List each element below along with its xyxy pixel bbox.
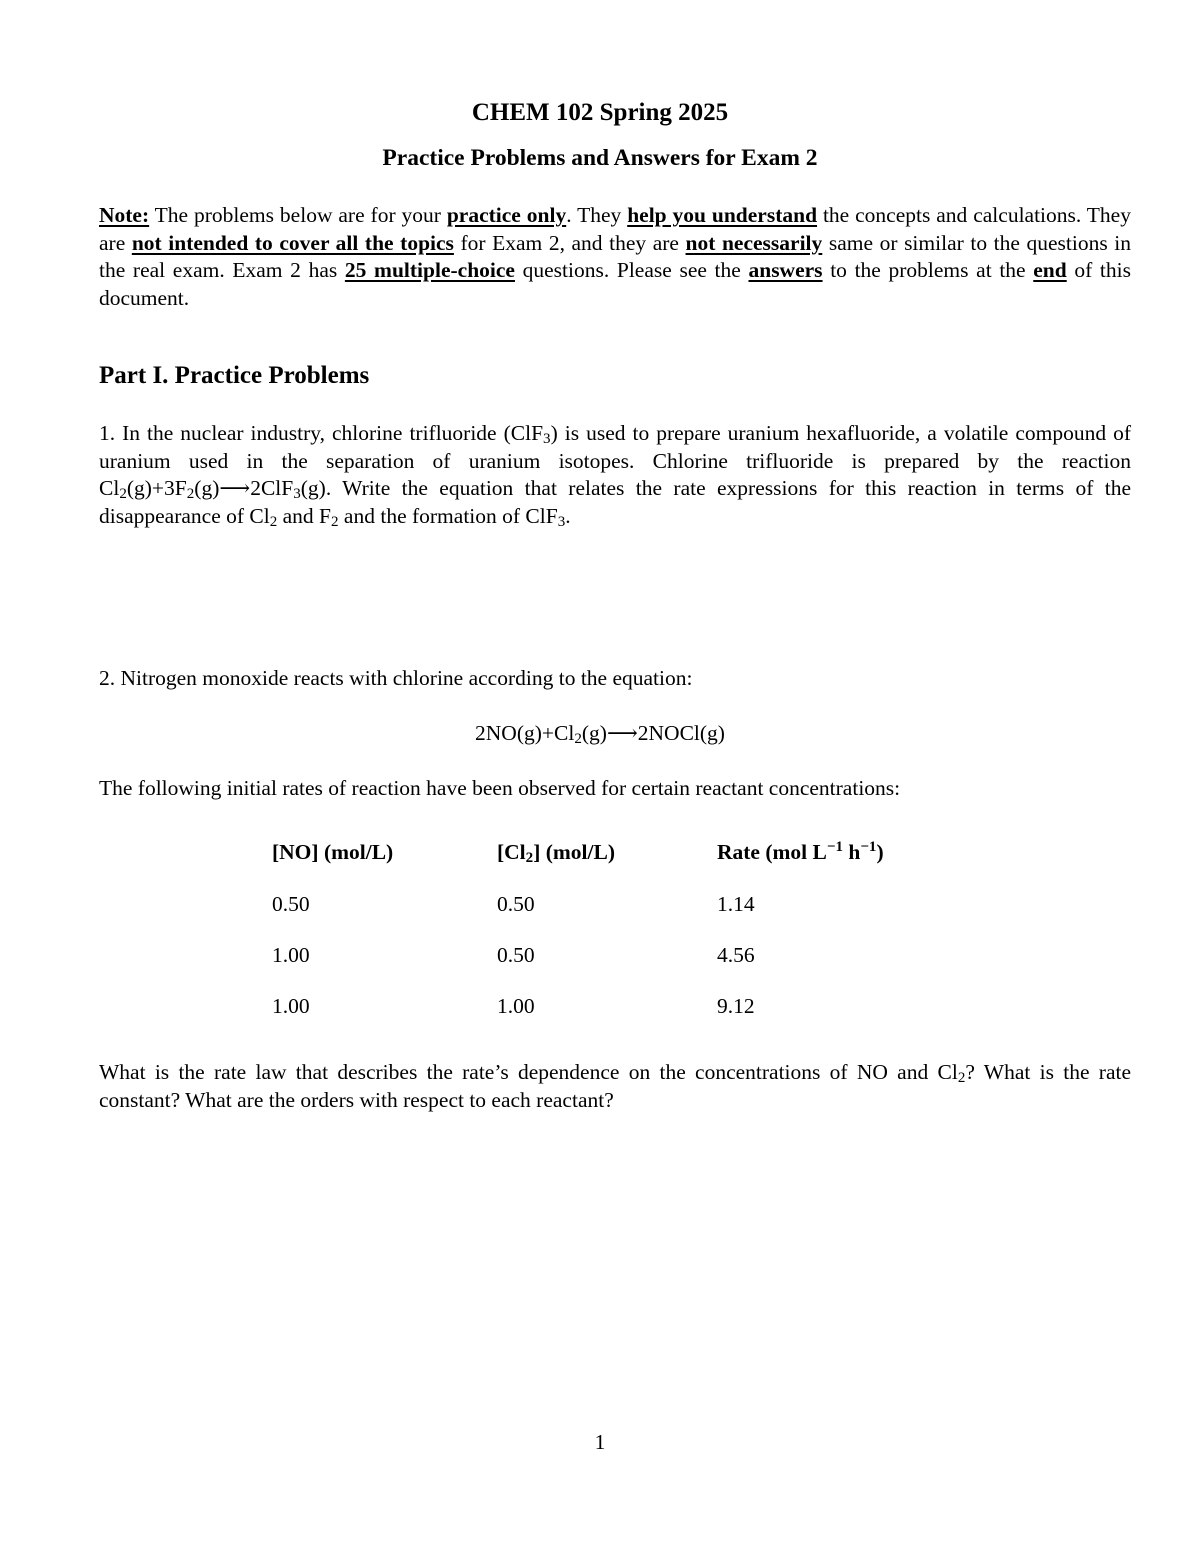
header-text: h xyxy=(842,840,861,864)
subscript: 2 xyxy=(186,486,195,502)
problem-text: ) is used to prepare uranium hexafluoride, a volatile compound of uranium used in the separation of uranium isotopes. Chlorine trifluoride is prepared by the reaction Cl xyxy=(99,421,1131,500)
reaction-equation xyxy=(0,721,1200,746)
note-emphasis: not necessarily xyxy=(685,230,823,255)
problem-text: (g). Write the equation that relates the rate expressions for this reaction in terms of the disappearance of Cl xyxy=(99,476,1131,528)
table-cell: 0.50 xyxy=(497,892,535,916)
page-number: 1 xyxy=(594,1430,606,1454)
subscript: 2 xyxy=(957,1070,966,1086)
subscript: 2 xyxy=(574,731,582,747)
superscript: −1 xyxy=(826,839,843,855)
problem-2-question xyxy=(99,1059,1131,1114)
question-text: What is the rate law that describes the rate’s dependence on the concentrations of NO and Cl xyxy=(99,1060,958,1084)
table-header-cl2 xyxy=(497,840,615,865)
note-text: same or similar to the questions in the real exam. Exam 2 has xyxy=(99,230,1131,282)
note-text: of this document. xyxy=(99,258,1131,310)
note-emphasis: help you understand xyxy=(627,203,818,227)
header-text: Rate (mol L xyxy=(717,840,827,864)
rates-intro: The following initial rates of reaction have been observed for certain reactant concentrations: xyxy=(99,776,901,800)
document-subtitle: Practice Problems and Answers for Exam 2 xyxy=(382,145,818,171)
equation-text: (g)⟶2NOCl(g) xyxy=(581,721,725,745)
subscript: 2 xyxy=(269,513,278,530)
table-cell: 0.50 xyxy=(272,892,310,916)
subscript: 2 xyxy=(331,513,339,530)
subscript: 3 xyxy=(557,513,566,530)
subscript: 2 xyxy=(525,850,534,866)
problem-text: (g)+3F xyxy=(126,476,187,500)
note-emphasis: practice only xyxy=(446,203,567,227)
equation-text: 2NO(g)+Cl xyxy=(475,721,575,745)
header-text: ) xyxy=(876,840,884,864)
question-text: ? What is the rate constant? What are the orders with respect to each reactant? xyxy=(99,1060,1132,1112)
table-header-rate xyxy=(717,840,884,865)
header-text: [Cl xyxy=(497,840,526,864)
note-text: The problems below are for your xyxy=(149,203,447,227)
note-text: for Exam 2, and they are xyxy=(453,230,686,255)
header-text: ] (mol/L) xyxy=(533,840,616,864)
note-paragraph xyxy=(99,202,1131,312)
note-text: questions. Please see the xyxy=(514,258,749,282)
table-cell: 1.14 xyxy=(717,892,755,916)
table-cell: 1.00 xyxy=(497,994,535,1018)
note-emphasis: 25 multiple-choice xyxy=(344,258,515,282)
document-title: CHEM 102 Spring 2025 xyxy=(471,99,729,126)
problem-text: . xyxy=(565,503,571,528)
note-text: the concepts and calculations. They are xyxy=(99,203,1131,255)
table-cell: 9.12 xyxy=(717,994,755,1018)
table-header-no: [NO] (mol/L) xyxy=(272,840,394,864)
table-cell: 0.50 xyxy=(497,943,535,967)
table-cell: 4.56 xyxy=(717,943,755,967)
superscript: −1 xyxy=(860,839,877,855)
problem-text: and F xyxy=(277,503,332,528)
note-text: to the problems at the xyxy=(822,258,1034,282)
note-emphasis: answers xyxy=(748,258,823,282)
problem-text: (g)⟶2ClF xyxy=(194,476,294,500)
problem-text: 1. In the nuclear industry, chlorine trifluoride (ClF xyxy=(99,421,544,445)
problem-text: and the formation of ClF xyxy=(338,503,558,528)
note-emphasis: end xyxy=(1033,258,1067,282)
problem-2-intro: 2. Nitrogen monoxide reacts with chlorine according to the equation: xyxy=(99,666,693,690)
subscript: 3 xyxy=(293,486,301,502)
table-cell: 1.00 xyxy=(272,994,310,1018)
section-heading: Part I. Practice Problems xyxy=(99,362,370,389)
note-text: . They xyxy=(566,203,628,227)
note-emphasis: not intended to cover all the topics xyxy=(131,230,454,255)
subscript: 2 xyxy=(119,486,127,502)
table-cell: 1.00 xyxy=(272,943,310,967)
problem-1 xyxy=(99,420,1131,530)
note-label: Note: xyxy=(99,203,150,227)
subscript: 3 xyxy=(543,431,551,447)
